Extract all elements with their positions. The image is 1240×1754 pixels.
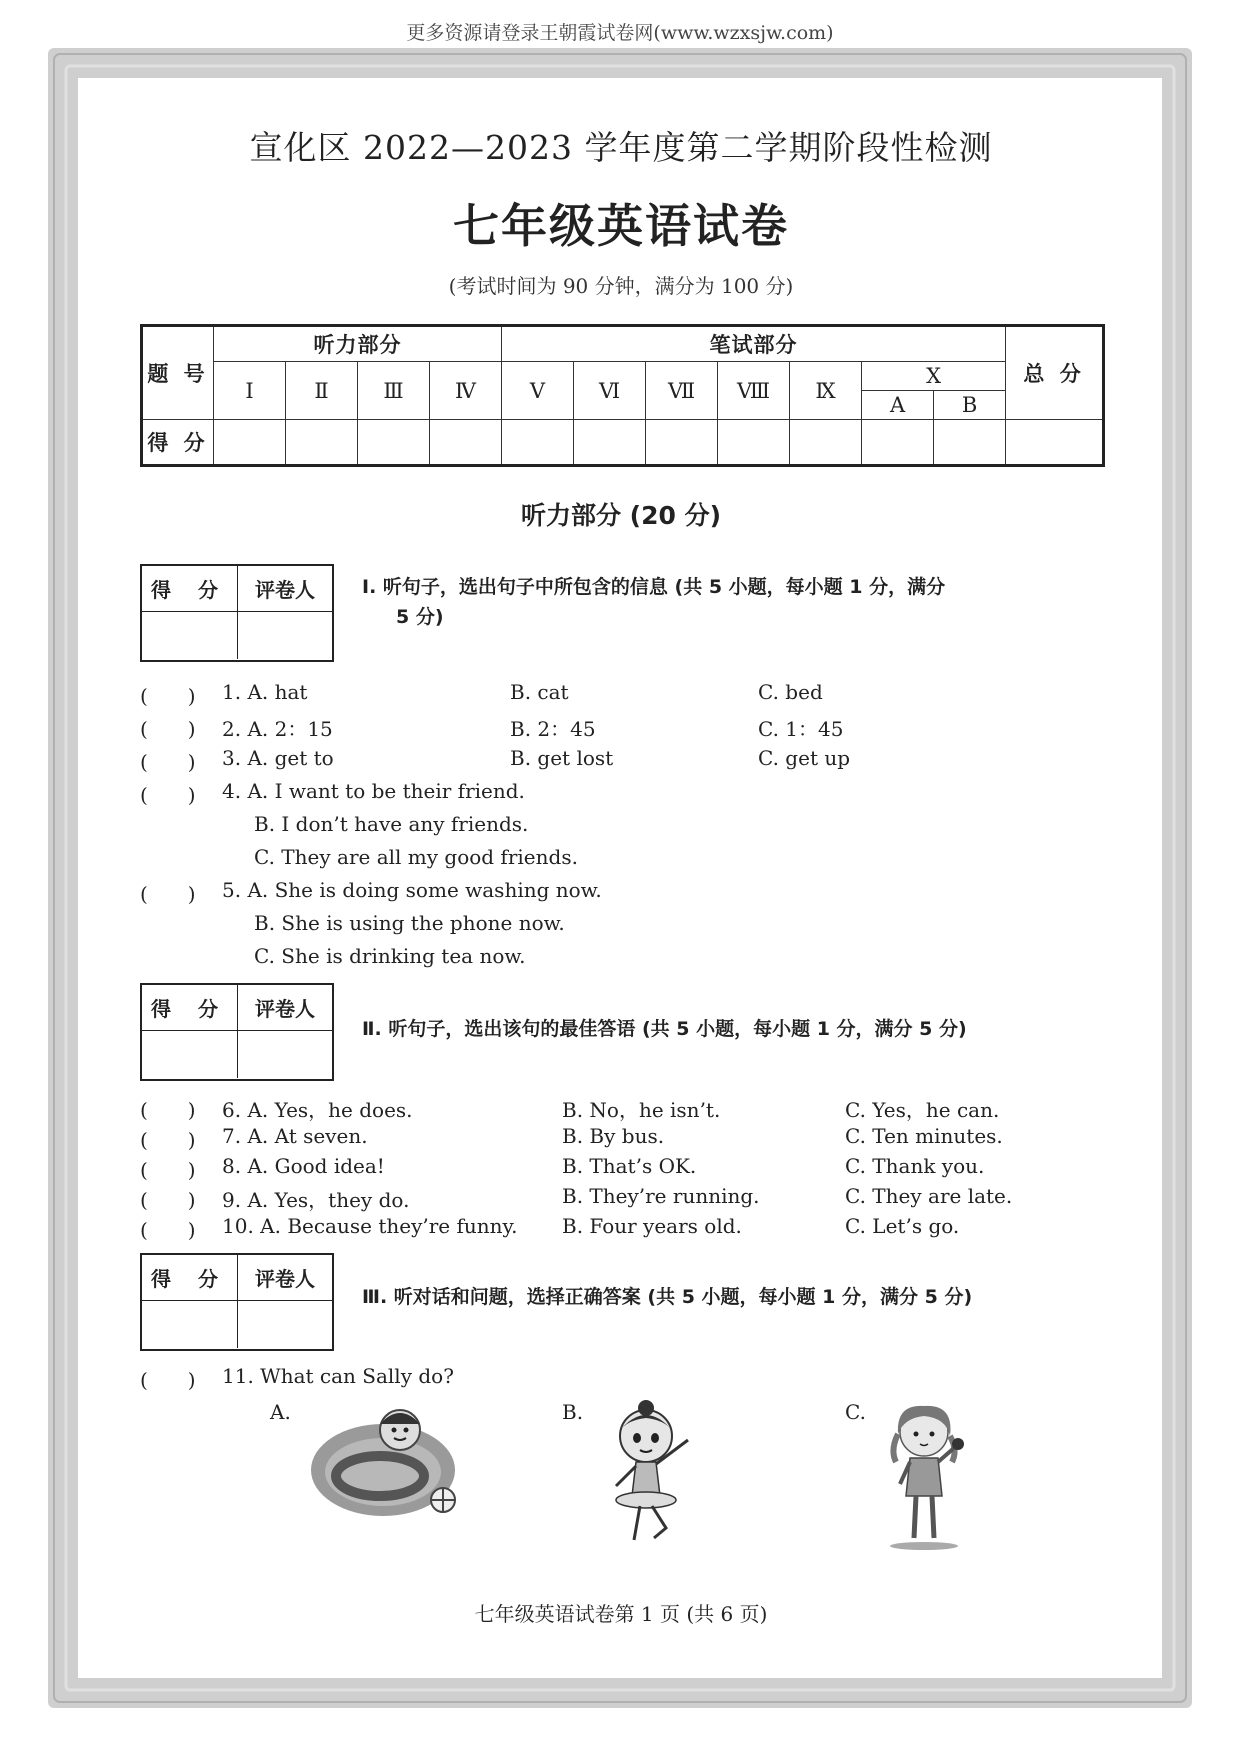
answer-paren[interactable]: ( ) (140, 717, 196, 741)
answer-paren[interactable]: ( ) (140, 882, 196, 906)
option-c: C. She is drinking tea now. (254, 944, 526, 968)
exam-time-note: (考试时间为 90 分钟，满分为 100 分) (448, 274, 794, 298)
answer-paren[interactable]: ( ) (140, 1218, 196, 1242)
option-a: 7. A. At seven. (222, 1124, 368, 1148)
score-cell[interactable] (502, 420, 574, 466)
answer-paren[interactable]: ( ) (140, 1158, 196, 1182)
answer-paren[interactable]: ( ) (140, 684, 196, 708)
singing-girl-picture[interactable] (880, 1400, 980, 1554)
col-header-10-group (862, 362, 1006, 420)
col-header-10b: B (961, 393, 978, 417)
row-label-score: 得 分 (142, 420, 214, 466)
score-cell[interactable] (862, 420, 934, 466)
score-cell[interactable] (286, 420, 358, 466)
grader-box-2 (140, 983, 334, 1081)
part1-instruction-line1: Ⅰ. 听句子，选出句子中所包含的信息 (共 5 小题，每小题 1 分，满分 (362, 576, 946, 598)
score-cell[interactable] (430, 420, 502, 466)
grader-box-3 (140, 1253, 334, 1351)
option-c: C. They are late. (845, 1184, 1013, 1208)
exam-subject-title: 七年级英语试卷 (453, 199, 789, 253)
option-a: 2. A. 2：15 (222, 717, 333, 741)
score-cell[interactable] (214, 420, 286, 466)
col-header-4: Ⅳ (430, 362, 502, 420)
total-score-cell[interactable] (1006, 420, 1104, 466)
option-a: 10. A. Because they’re funny. (222, 1214, 518, 1238)
grader-name-label: 评卷人 (255, 578, 315, 602)
grader-score-input[interactable] (142, 612, 238, 659)
option-c: C. 1：45 (758, 717, 844, 741)
listening-section-title: 听力部分 (20 分) (520, 501, 722, 530)
option-b: B. She is using the phone now. (254, 911, 565, 935)
answer-paren[interactable]: ( ) (140, 1188, 196, 1212)
col-header-7: Ⅶ (646, 362, 718, 420)
option-b: B. That’s OK. (562, 1154, 697, 1178)
col-header-10a: A (862, 391, 934, 419)
picture-option-a-label: A. (270, 1400, 291, 1424)
option-b: B. No，he isn’t. (562, 1098, 721, 1122)
option-a: 6. A. Yes，he does. (222, 1098, 413, 1122)
option-c: C. Let’s go. (845, 1214, 960, 1238)
col-header-1: Ⅰ (214, 362, 286, 420)
row-label-number: 题 号 (142, 326, 214, 420)
col-header-8: Ⅷ (718, 362, 790, 420)
dancing-girl-picture[interactable] (604, 1400, 704, 1554)
total-header: 总 分 (1006, 326, 1104, 420)
grader-score-label: 得 分 (142, 566, 238, 611)
option-c: C. They are all my good friends. (254, 845, 578, 869)
answer-paren[interactable]: ( ) (140, 1098, 196, 1122)
option-c: C. Ten minutes. (845, 1124, 1003, 1148)
option-b: B. cat (510, 680, 569, 704)
col-header-5: Ⅴ (502, 362, 574, 420)
grader-name-input[interactable] (238, 612, 332, 659)
col-header-6: Ⅵ (574, 362, 646, 420)
score-cell[interactable] (574, 420, 646, 466)
grader-score-input[interactable] (142, 1031, 238, 1078)
option-c: C. Thank you. (845, 1154, 985, 1178)
picture-option-b-label: B. (562, 1400, 584, 1424)
site-watermark: 更多资源请登录王朝霞试卷网(www.wzxsjw.com) (406, 22, 834, 44)
grader-name-input[interactable] (238, 1301, 332, 1348)
option-b: B. By bus. (562, 1124, 665, 1148)
question-text: 11. What can Sally do? (222, 1364, 454, 1388)
answer-paren[interactable]: ( ) (140, 1128, 196, 1152)
answer-paren[interactable]: ( ) (140, 1368, 196, 1392)
grader-score-label: 得 分 (142, 985, 238, 1030)
option-c: C. Yes，he can. (845, 1098, 1000, 1122)
score-cell[interactable] (358, 420, 430, 466)
option-a: 8. A. Good idea! (222, 1154, 385, 1178)
swimming-girl-picture[interactable] (308, 1400, 458, 1524)
grader-score-input[interactable] (142, 1301, 238, 1348)
score-cell[interactable] (790, 420, 862, 466)
option-b: B. I don’t have any friends. (254, 812, 529, 836)
option-a: 9. A. Yes，they do. (222, 1188, 410, 1212)
col-header-9: Ⅸ (790, 362, 862, 420)
page-footer: 七年级英语试卷第 1 页 (共 6 页) (474, 1602, 768, 1626)
option-a: 5. A. She is doing some washing now. (222, 878, 602, 902)
grader-name-label: 评卷人 (255, 1267, 315, 1291)
grader-name-input[interactable] (238, 1031, 332, 1078)
option-b: B. They’re running. (562, 1184, 760, 1208)
col-header-10: Ⅹ (862, 362, 1005, 391)
col-header-3: Ⅲ (358, 362, 430, 420)
grader-box-1 (140, 564, 334, 662)
grader-score-label: 得 分 (142, 1255, 238, 1300)
score-cell[interactable] (718, 420, 790, 466)
option-c: C. bed (758, 680, 823, 704)
option-a: 3. A. get to (222, 746, 334, 770)
picture-option-c-label: C. (845, 1400, 866, 1424)
option-a: 4. A. I want to be their friend. (222, 779, 525, 803)
answer-paren[interactable]: ( ) (140, 783, 196, 807)
score-table (140, 324, 1105, 467)
part3-instruction: Ⅲ. 听对话和问题，选择正确答案 (共 5 小题，每小题 1 分，满分 5 分) (362, 1286, 973, 1308)
option-c: C. get up (758, 746, 851, 770)
answer-paren[interactable]: ( ) (140, 750, 196, 774)
part2-instruction: Ⅱ. 听句子，选出该句的最佳答语 (共 5 小题，每小题 1 分，满分 5 分) (362, 1018, 967, 1040)
writing-group-header: 笔试部分 (502, 326, 1006, 362)
listening-group-header: 听力部分 (214, 326, 502, 362)
option-b: B. Four years old. (562, 1214, 742, 1238)
part1-instruction-line2: 5 分) (396, 606, 444, 628)
option-a: 1. A. hat (222, 680, 308, 704)
option-b: B. get lost (510, 746, 614, 770)
exam-page (78, 78, 1162, 1678)
part1-instruction (362, 572, 1102, 632)
option-b: B. 2：45 (510, 717, 596, 741)
grader-name-label: 评卷人 (255, 997, 315, 1021)
exam-district-title: 宣化区 2022—2023 学年度第二学期阶段性检测 (249, 128, 993, 167)
col-header-2: Ⅱ (286, 362, 358, 420)
score-cell[interactable] (934, 420, 1006, 466)
score-cell[interactable] (646, 420, 718, 466)
